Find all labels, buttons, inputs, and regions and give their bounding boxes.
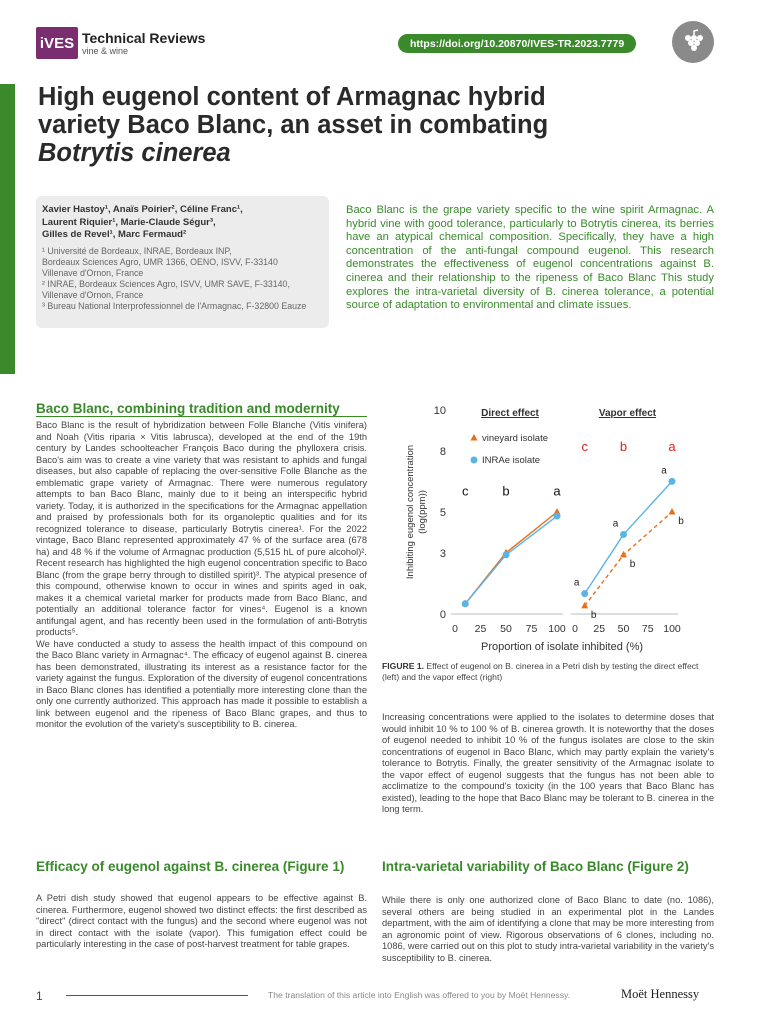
- point-letter: a: [573, 577, 580, 589]
- y-tick-label: 10: [433, 405, 446, 417]
- x-tick-label: 75: [525, 623, 538, 635]
- caption-text: Effect of eugenol on B. cinerea in a Petri dish by testing the direct effect (left) and the vapor effect (right): [382, 661, 699, 682]
- y-axis-label: Inhibiting eugenol concentration: [405, 444, 416, 580]
- title-line-2: variety Baco Blanc, an asset in combating: [38, 111, 549, 139]
- inrae-point: [620, 531, 627, 538]
- significance-letter: a: [668, 438, 676, 454]
- inrae-point: [669, 478, 676, 485]
- affiliation-line: ² INRAE, Bordeaux Sciences Agro, ISVV, UMR SAVE, F-33140,: [42, 278, 290, 289]
- significance-letter: a: [553, 483, 561, 499]
- section-body-tradition: [36, 420, 367, 731]
- affiliation-line: Villenave d'Ornon, France: [42, 289, 144, 300]
- affiliation-line: ¹ Université de Bordeaux, INRAE, Bordeaux INP,: [42, 245, 232, 256]
- paragraph: A Petri dish study showed that eugenol appears to be effective against B. cinerea. Furthermore, eugenol showed two distinct effects: the first described as "direct" (direct contact with the fungus) and the second where eugenol was not in direct contact with the isolate (vapor). This fumigation effect could be particularly interesting in the case of post-harvest treatment for table grapes.: [36, 893, 367, 949]
- legend-inrae-label: INRAe isolate: [482, 455, 541, 466]
- paragraph: Increasing concentrations were applied to the isolates to determine doses that would inhibit 10 % to 100 % of B. cinerea growth. It is noteworthy that the doses of eugenol needed to inhibit 10 % of the fungus isolates are close to the skin concentrations of eugenol in Baco Blanc, which may partly explain the variety's tolerance to Botrytis. Finally, the greater sensitivity of the Armagnac isolate to the vapor effect of eugenol suggests that the fungus has not been able to acclimatize to the compound's toxicity (in the 100 years that Baco Blanc has existed), leading to the hope that Baco Blanc may be tolerant to B. cinerea in the long term.: [382, 712, 714, 814]
- significance-letter: c: [461, 483, 469, 499]
- author-line: Xavier Hastoy¹, Anaïs Poirier², Céline Franc¹,: [42, 204, 243, 215]
- legend-inrae-marker: [471, 457, 478, 464]
- abstract: Baco Blanc is the grape variety specific to the wine spirit Armagnac. A hybrid vine with good tolerance, particularly to Botrytis cinerea, its berries have an atypical chemical composition. Specifically, they have a high concentration of the anti-fungal compound eugenol. This research demonstrates the effectiveness of eugenol concentrations against B. cinerea and their relationship to the ripeness of Baco Blanc This study explores the intra-varietal diversity of B. cinerea tolerance, a potential source of adaptation to environmental and climate issues.: [346, 204, 714, 312]
- point-letter: a: [612, 518, 619, 530]
- inrae-point: [581, 590, 588, 597]
- author-line: Laurent Riquier¹, Marie-Claude Ségur³,: [42, 216, 216, 228]
- series-line-inrae: [585, 481, 672, 593]
- title-line-3: Botrytis cinerea: [38, 139, 231, 167]
- panel-title: Vapor effect: [598, 408, 657, 419]
- x-tick-label: 25: [593, 623, 606, 635]
- caption-label: FIGURE 1.: [382, 661, 425, 671]
- legend-vineyard-marker: [471, 434, 478, 441]
- y-tick-label: 3: [439, 547, 446, 560]
- x-tick-label: 75: [641, 623, 654, 635]
- x-tick-label: 100: [548, 623, 566, 635]
- page-number: 1: [36, 989, 43, 1003]
- footer-note: The translation of this article into English was offered to you by Moët Hennessy.: [268, 990, 571, 1000]
- paragraph: Baco Blanc is the result of hybridization between Folle Blanche (Vitis vinifera) and Noah (Vitis riparia × Vitis labrusca), developed at the end of the 19th century by Landes schoolteacher François Baco during the phylloxera crisis. Baco's aim was to create a vine variety that was resistant to aphids and fungal diseases, but also capable of replacing the over-sensitive Folle Blanche as the emblematic grape variety of Armagnac. There were numerous regulatory attempts to ban Baco Blanc, mainly due to it being an interspecific hybrid variety. Today, it is authorized in the specifications for the Armagnac appellation and praised by professionals both for its organoleptic qualities and for its recognized tolerance to disease, particularly Botrytis cinerea¹. For the 2022 vintage, Baco Blanc represented approximately 47 % of the surface area (678 ha) and 48 % if the volume of Armagnac production (5,515 hL of pure alcohol)². Recent research has highlighted the high eugenol concentration specific to Baco Blanc (from the grape berry through to distilled spirit)³. The atypical presence of this compound, otherwise known to occur in wines and spirits aged in oak, makes it a chemical varietal marker for products made from Baco Blanc, and potentially an additional tolerance factor for vines⁴. Eugenol is a known antifungal agent, and has recently been used in the formulation of anti-Botrytis products⁵.: [36, 420, 367, 637]
- side-accent-bar: [0, 84, 15, 374]
- brand-name: Technical Reviews: [82, 30, 206, 46]
- point-letter: b: [629, 558, 636, 570]
- vineyard-point: [620, 551, 627, 558]
- affiliation-line: Villenave d'Ornon, France: [42, 267, 144, 278]
- point-letter: b: [678, 516, 684, 527]
- figure-1-chart: [382, 402, 714, 657]
- significance-letter: c: [581, 438, 588, 454]
- x-tick-label: 25: [474, 623, 487, 635]
- panel-title: Direct effect: [481, 408, 539, 419]
- x-axis-label: Proportion of isolate inhibited (%): [480, 641, 644, 653]
- ives-logo: iVES: [36, 27, 78, 59]
- x-tick-label: 50: [500, 623, 512, 635]
- affiliation-line: Bordeaux Sciences Agro, UMR 1366, OENO, ISVV, F-33140: [42, 256, 278, 267]
- series-line-vineyard: [585, 512, 672, 606]
- paragraph: While there is only one authorized clone of Baco Blanc to date (no. 1086), several others are being studied in an experimental plot in the Landes department, with the aim of identifying a clone that may be more interesting from an agronomic point of view. Rigorous observations of 6 clones, including no. 1086, were carried out on this plot to study intra-varietal variability in the variety's susceptibility to B. cinerea.: [382, 895, 714, 963]
- x-tick-label: 0: [452, 623, 458, 635]
- section-body-concentrations: [382, 712, 714, 816]
- footer-divider: [66, 995, 248, 996]
- author-line: Gilles de Revel¹, Marc Fermaud²: [42, 229, 187, 240]
- doi-link[interactable]: https://doi.org/10.20870/IVES-TR.2023.7779: [398, 34, 636, 53]
- series-line-inrae: [465, 516, 557, 604]
- y-tick-label: 8: [439, 445, 446, 458]
- legend-vineyard-label: vineyard isolate: [482, 433, 549, 444]
- y-tick-label: 0: [439, 609, 446, 621]
- section-body-variability: [382, 895, 714, 964]
- significance-letter: b: [619, 438, 628, 454]
- significance-letter: b: [502, 483, 510, 499]
- author-list: [42, 204, 323, 242]
- point-letter: a: [661, 465, 667, 477]
- section-heading-efficacy: Efficacy of eugenol against B. cinerea (Figure 1): [36, 859, 345, 874]
- inrae-point: [462, 600, 469, 607]
- section-body-efficacy: [36, 893, 367, 951]
- brand-sub: vine & wine: [82, 46, 129, 56]
- x-tick-label: 100: [663, 623, 681, 635]
- y-tick-label: 5: [439, 507, 446, 519]
- section-heading-variability: Intra-varietal variability of Baco Blanc (Figure 2): [382, 859, 689, 874]
- x-tick-label: 0: [572, 623, 578, 635]
- title-line-1: High eugenol content of Armagnac hybrid: [38, 83, 546, 111]
- inrae-point: [503, 551, 510, 558]
- section-heading-tradition: Baco Blanc, combining tradition and modernity: [36, 401, 367, 417]
- point-letter: b: [590, 609, 597, 621]
- inrae-point: [554, 513, 561, 520]
- affiliation-line: ³ Bureau National Interprofessionnel de l'Armagnac, F-32800 Eauze: [42, 300, 307, 311]
- vineyard-point: [669, 508, 676, 515]
- author-box: [36, 196, 329, 328]
- brand: [36, 27, 205, 59]
- footer-brand-logo: Moët Hennessy: [621, 987, 700, 1001]
- figure-1-caption: [382, 661, 714, 683]
- y-axis-label-unit: (log(ppm)): [417, 490, 428, 534]
- x-tick-label: 50: [617, 623, 630, 635]
- article-title: [38, 83, 638, 167]
- affiliations: [42, 246, 323, 312]
- paragraph: We have conducted a study to assess the health impact of this compound on the Baco Blanc variety in Armagnac⁴. The efficacy of eugenol against B. cinerea has been demonstrated, illustrating its interest as a resistance factor for the variety against the fungus. Exploration of the diversity of eugenol concentrations in Baco Blanc clones has identified a potentially more interesting clone than the only one currently authorized. This approach has made it possible to establish a link between eugenol and the ripeness of Baco Blanc grapes, and thus to monitor the evolution of the variety's susceptibility to B. cinerea.: [36, 638, 367, 729]
- grape-icon: [672, 21, 714, 63]
